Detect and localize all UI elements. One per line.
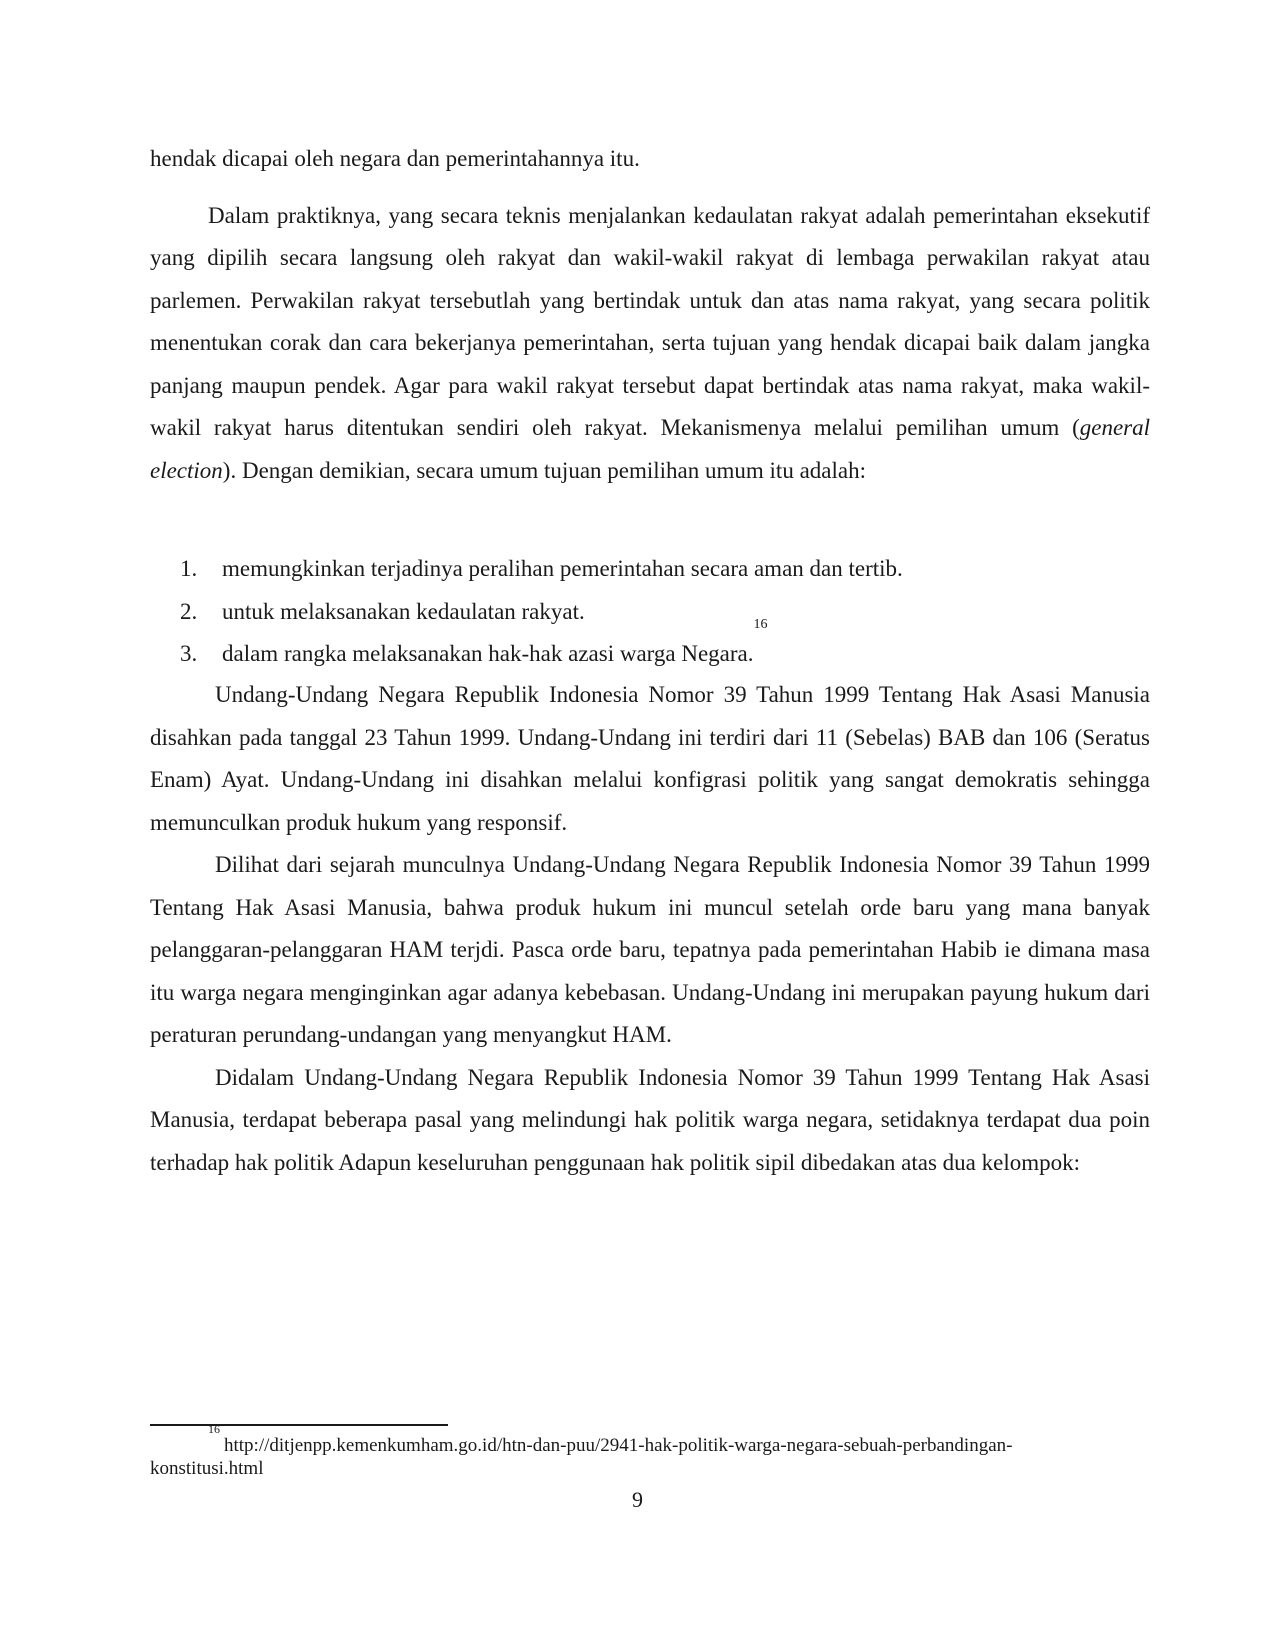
footnote-line <box>150 1422 1150 1457</box>
list-item-number: 1. <box>180 556 198 581</box>
general-election-term: general election <box>150 415 1150 483</box>
list-item-text: dalam rangka melaksanakan hak-hak azasi warga Negara. <box>222 641 754 666</box>
footnote <box>150 1422 1150 1480</box>
text-block-lower <box>150 674 1150 1184</box>
page-number: 9 <box>632 1487 643 1512</box>
footnote-separator <box>150 1424 448 1426</box>
footnote-url-continued[interactable]: konstitusi.html <box>150 1458 264 1479</box>
list-item <box>180 548 1150 591</box>
list-item <box>180 617 1150 676</box>
footnote-reference[interactable]: 16 <box>753 617 768 632</box>
list-item <box>180 591 1150 634</box>
footnote-url[interactable]: http://ditjenpp.kemenkumham.go.id/htn-dan-puu/2941-hak-politik-warga-negara-sebuah-perbandingan- <box>224 1435 1013 1456</box>
paragraph-sejarah: Dilihat dari sejarah munculnya Undang-Undang Negara Republik Indonesia Nomor 39 Tahun 1999 Tentang Hak Asasi Manusia, bahwa produk hukum ini muncul setelah orde baru yang mana banyak pelanggaran-pelanggaran HAM terjdi. Pasca orde baru, tepatnya pada pemerintahan Habib ie dimana masa itu warga negara menginginkan agar adanya kebebasan. Undang-Undang ini merupakan payung hukum dari peraturan perundang-undangan yang menyangkut HAM. <box>150 852 1150 1047</box>
paragraph-continued: hendak dicapai oleh negara dan pemerintahannya itu. <box>150 146 640 171</box>
list-item-number: 2. <box>180 598 198 624</box>
footnote-number: 16 <box>208 1422 220 1436</box>
list-item-text: untuk melaksanakan kedaulatan rakyat. <box>222 598 585 624</box>
paragraph-didalam: Didalam Undang-Undang Negara Republik Indonesia Nomor 39 Tahun 1999 Tentang Hak Asasi Manusia, terdapat beberapa pasal yang melindungi hak politik warga negara, setidaknya terdapat dua poin terhadap hak politik Adapun keseluruhan penggunaan hak politik sipil dibedakan atas dua kelompok: <box>150 1064 1150 1175</box>
list-item-number: 3. <box>180 641 198 666</box>
paragraph-praktik-text: Dalam praktiknya, yang secara teknis menjalankan kedaulatan rakyat adalah pemerintahan eksekutif yang dipilih secara langsung oleh rakyat dan wakil-wakil rakyat di lembaga perwakilan rakyat atau parlemen. Perwakilan rakyat tersebutlah yang bertindak untuk dan atas nama rakyat, yang secara politik menentukan corak dan cara bekerjanya pemerintahan, serta tujuan yang hendak dicapai baik dalam jangka panjang maupun pendek. Agar para wakil rakyat tersebut dapat bertindak atas nama rakyat, maka wakil-wakil rakyat harus ditentukan sendiri oleh rakyat. Mekanismenya melalui pemilihan umum ( <box>150 202 1150 440</box>
paragraph-praktik-text-end: ). Dengan demikian, secara umum tujuan pemilihan umum itu adalah: <box>222 457 866 483</box>
paragraph-praktik <box>150 195 1150 493</box>
list-item-text-with-ref <box>222 617 768 676</box>
text-block-upper <box>150 138 1150 492</box>
list-item-text: memungkinkan terjadinya peralihan pemerintahan secara aman dan tertib. <box>222 556 903 581</box>
paragraph-uu-disahkan: Undang-Undang Negara Republik Indonesia Nomor 39 Tahun 1999 Tentang Hak Asasi Manusia disahkan pada tanggal 23 Tahun 1999. Undang-Undang ini terdiri dari 11 (Sebelas) BAB dan 106 (Seratus Enam) Ayat. Undang-Undang ini disahkan melalui konfigrasi politik yang sangat demokratis sehingga memunculkan produk hukum yang responsif. <box>150 682 1150 835</box>
goals-list <box>180 548 1150 676</box>
